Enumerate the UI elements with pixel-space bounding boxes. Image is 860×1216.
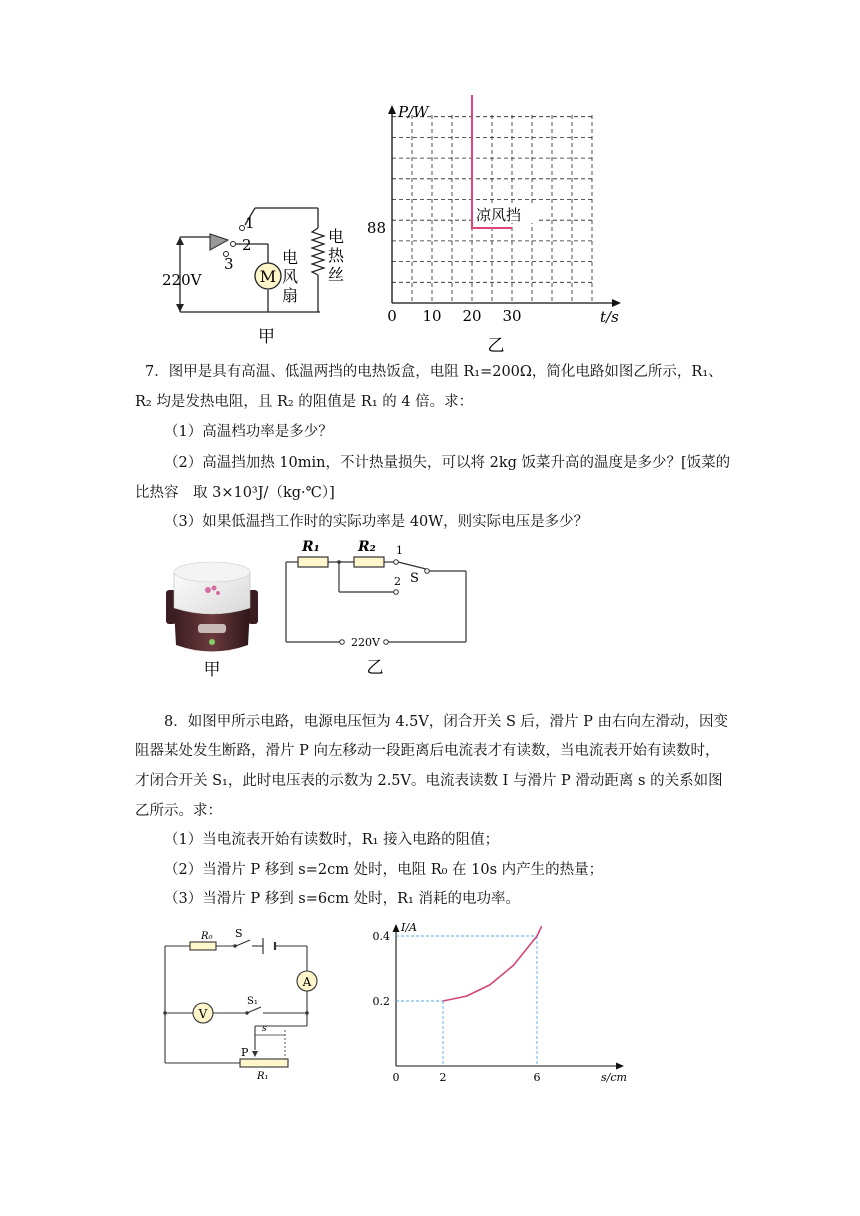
q7-r2 xyxy=(354,557,384,567)
svg-text:220V: 220V xyxy=(162,271,202,289)
svg-text:丝: 丝 xyxy=(328,265,345,284)
y-axis-arrow xyxy=(393,924,400,932)
svg-text:R₁: R₁ xyxy=(302,539,320,555)
svg-text:1: 1 xyxy=(245,214,255,232)
fig6-caption-yi: 乙 xyxy=(487,336,505,356)
x-tick-label: 2 xyxy=(439,1071,447,1084)
rotary-switch xyxy=(210,234,228,250)
q7-line2: R₂ 均是发热电阻，且 R₂ 的阻值是 R₁ 的 4 倍。求： xyxy=(135,394,474,410)
q7-line1: 7．图甲是具有高温、低温两挡的电热饭盒，电阻 R₁=200Ω，简化电路如图乙所示，R₁、 xyxy=(145,364,723,380)
y-tick-label: 0.4 xyxy=(372,930,390,943)
x-tick-label: 6 xyxy=(533,1071,541,1084)
fig6-power-chart xyxy=(355,95,630,357)
x-axis-arrow xyxy=(612,299,621,307)
q7-caption-yi: 乙 xyxy=(366,658,384,678)
x-axis-label: t/s xyxy=(600,308,619,326)
svg-text:S₁: S₁ xyxy=(247,996,258,1007)
rice-cooker-image xyxy=(160,550,270,682)
q7-caption-jia: 甲 xyxy=(203,660,221,680)
x-axis-arrow xyxy=(616,1063,624,1070)
q8-circuit xyxy=(155,925,325,1085)
svg-text:M: M xyxy=(259,267,277,286)
svg-text:2: 2 xyxy=(394,575,401,588)
y-tick-label: 88 xyxy=(366,219,386,237)
fig6-circuit xyxy=(160,190,360,350)
svg-text:电: 电 xyxy=(328,227,345,246)
heater-coil xyxy=(312,228,324,275)
x-tick-label: 0 xyxy=(387,307,397,325)
svg-text:s: s xyxy=(262,1024,267,1034)
svg-text:风: 风 xyxy=(282,267,299,286)
y-axis-label: P/W xyxy=(398,103,429,121)
q7-circuit xyxy=(280,535,475,680)
q7-sub2a: （2）高温挡加热 10min，不计热量损失，可以将 2kg 饭菜升高的温度是多少？[饭菜的 xyxy=(164,455,731,471)
y-axis-label: I/A xyxy=(401,921,417,934)
svg-text:220V: 220V xyxy=(351,636,380,649)
x-tick-label: 10 xyxy=(422,307,442,325)
svg-text:P: P xyxy=(241,1046,249,1059)
q8-rheostat xyxy=(240,1059,288,1067)
svg-text:扇: 扇 xyxy=(282,286,299,305)
x-tick-label: 20 xyxy=(462,307,482,325)
svg-text:A: A xyxy=(302,975,312,989)
svg-text:2: 2 xyxy=(242,236,252,254)
svg-text:R₁: R₁ xyxy=(257,1071,269,1082)
svg-text:V: V xyxy=(198,1007,208,1021)
svg-text:电: 电 xyxy=(282,248,299,267)
q8-sub3: （3）当滑片 P 移到 s=6cm 处时，R₁ 消耗的电功率。 xyxy=(164,891,520,907)
svg-text:S: S xyxy=(410,571,419,586)
q8-line2: 阻器某处发生断路，滑片 P 向左移动一段距离后电流表才有读数，当电流表开始有读数时， xyxy=(135,743,720,759)
q7-sub2b: 比热容 取 3×10³J/（kg·℃）] xyxy=(135,485,335,501)
q7-sub3: （3）如果低温挡工作时的实际功率是 40W，则实际电压是多少？ xyxy=(164,514,589,530)
y-axis-arrow xyxy=(388,105,396,114)
svg-text:3: 3 xyxy=(224,255,234,273)
q8-current-chart xyxy=(365,915,640,1087)
svg-text:S: S xyxy=(235,927,243,940)
current-curve xyxy=(443,926,542,1001)
series-label-cool: 凉风挡 xyxy=(476,206,522,224)
x-tick-label: 30 xyxy=(502,307,522,325)
svg-text:R₂: R₂ xyxy=(358,539,376,555)
q8-line3: 才闭合开关 S₁，此时电压表的示数为 2.5V。电流表读数 I 与滑片 P 滑动距离 s 的关系如图 xyxy=(135,773,723,789)
x-axis-label: s/cm xyxy=(601,1071,627,1084)
q8-r0 xyxy=(190,942,216,950)
q8-line4: 乙所示。求： xyxy=(135,803,222,819)
q8-sub1: （1）当电流表开始有读数时，R₁ 接入电路的阻值； xyxy=(164,832,500,848)
q8-line1: 8．如图甲所示电路，电源电压恒为 4.5V，闭合开关 S 后，滑片 P 由右向左滑动，因变 xyxy=(164,714,728,730)
svg-text:1: 1 xyxy=(396,544,403,557)
svg-text:R₀: R₀ xyxy=(201,931,213,942)
q8-sub2: （2）当滑片 P 移到 s=2cm 处时，电阻 R₀ 在 10s 内产生的热量； xyxy=(164,862,604,878)
fig6-caption-jia: 甲 xyxy=(258,327,275,347)
x-tick-label: 0 xyxy=(392,1071,400,1084)
q7-r1 xyxy=(298,557,328,567)
svg-text:热: 热 xyxy=(328,246,345,265)
y-tick-label: 0.2 xyxy=(372,995,390,1008)
q7-sub1: （1）高温档功率是多少？ xyxy=(164,424,333,440)
